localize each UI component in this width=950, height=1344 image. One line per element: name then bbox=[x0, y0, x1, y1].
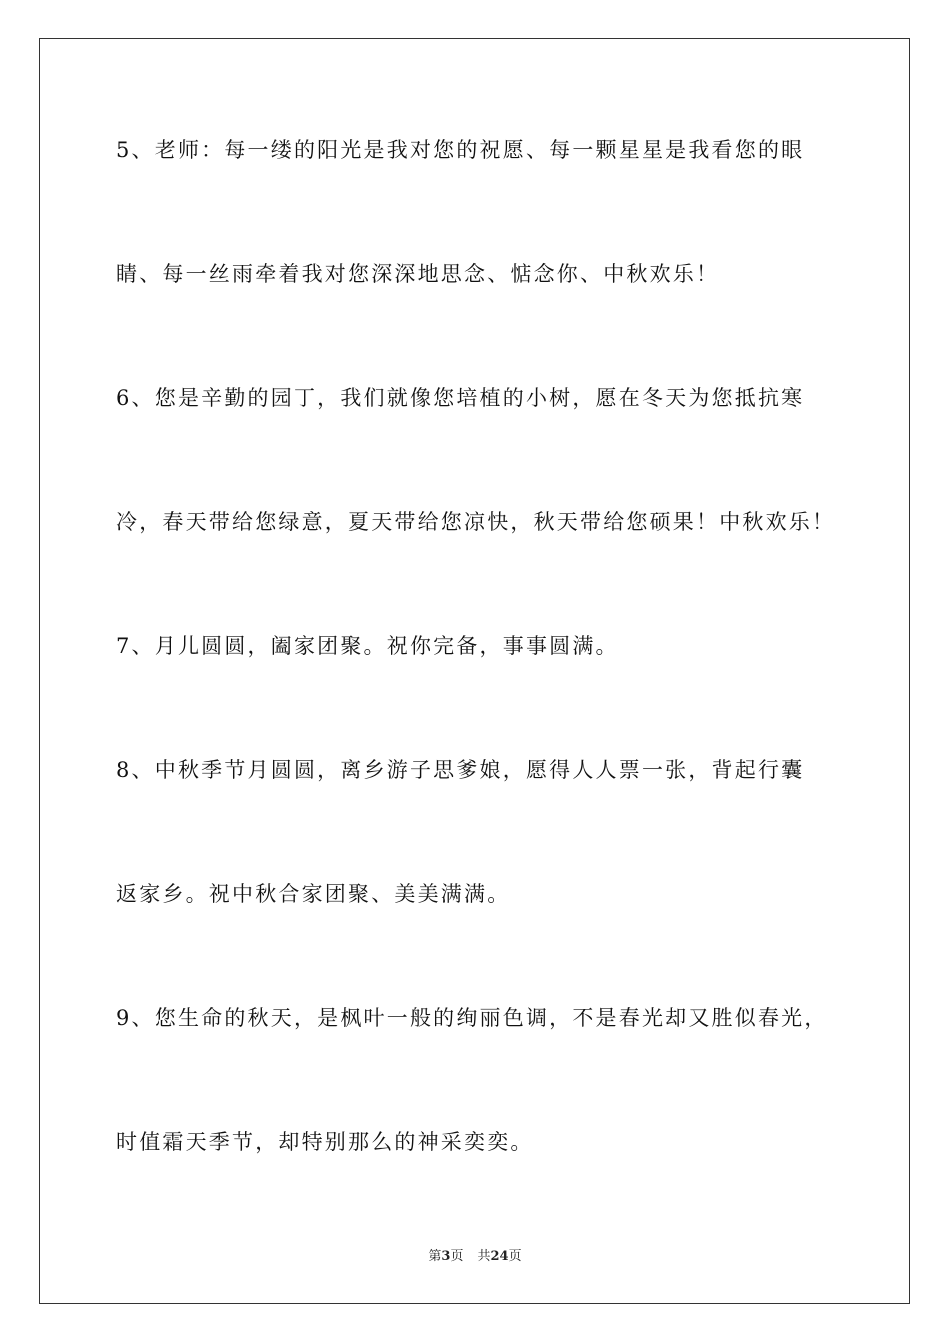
text-line-1: 5、老师：每一缕的阳光是我对您的祝愿、每一颗星星是我看您的眼 bbox=[116, 138, 805, 162]
text-line-8: 9、您生命的秋天，是枫叶一般的绚丽色调，不是春光却又胜似春光， bbox=[116, 1006, 828, 1030]
page-suffix: 页 bbox=[450, 1249, 464, 1264]
total-prefix: 共 bbox=[477, 1249, 491, 1264]
text-line-2: 睛、每一丝雨牵着我对您深深地思念、惦念你、中秋欢乐！ bbox=[116, 262, 720, 286]
page-border bbox=[39, 38, 910, 1304]
page-number: 3 bbox=[441, 1249, 451, 1264]
text-line-5: 7、月儿圆圆，阖家团聚。祝你完备，事事圆满。 bbox=[116, 634, 619, 658]
text-line-3: 6、您是辛勤的园丁，我们就像您培植的小树，愿在冬天为您抵抗寒 bbox=[116, 386, 805, 410]
text-line-4: 冷，春天带给您绿意，夏天带给您凉快，秋天带给您硕果！中秋欢乐！ bbox=[116, 510, 836, 534]
total-suffix: 页 bbox=[508, 1249, 522, 1264]
page-footer bbox=[0, 1248, 950, 1266]
text-line-7: 返家乡。祝中秋合家团聚、美美满满。 bbox=[116, 882, 511, 906]
text-line-9: 时值霜天季节，却特别那么的神采奕奕。 bbox=[116, 1130, 534, 1154]
total-pages: 24 bbox=[490, 1249, 509, 1264]
text-line-6: 8、中秋季节月圆圆，离乡游子思爹娘，愿得人人票一张，背起行囊 bbox=[116, 758, 805, 782]
page-prefix: 第 bbox=[428, 1249, 442, 1264]
